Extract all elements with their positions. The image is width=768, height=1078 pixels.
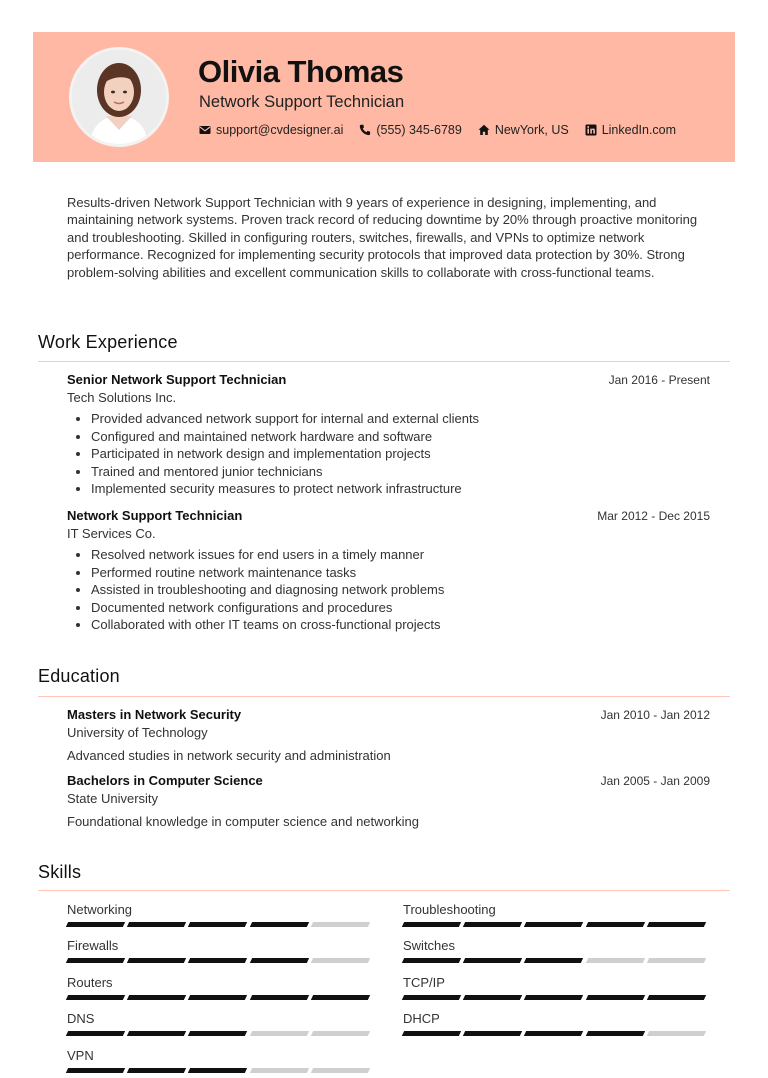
skill-segment-filled xyxy=(66,995,126,1000)
linkedin-icon xyxy=(585,124,597,136)
avatar xyxy=(69,47,169,147)
job-bullets xyxy=(67,410,710,498)
skill-name: Firewalls xyxy=(67,938,119,953)
skill-name: DNS xyxy=(67,1011,95,1026)
bullet-item: Documented network configurations and procedures xyxy=(67,599,710,617)
envelope-icon xyxy=(199,124,211,136)
skill-item xyxy=(403,938,709,963)
section-title-skills: Skills xyxy=(38,862,82,882)
skill-segment-filled xyxy=(402,995,462,1000)
skill-segment-filled xyxy=(524,922,584,927)
skill-rating xyxy=(67,1031,373,1036)
job-title: Senior Network Support Technician xyxy=(67,372,287,387)
home-icon xyxy=(478,124,490,136)
skill-item xyxy=(67,938,373,963)
skill-segment-filled xyxy=(524,958,584,963)
education-dates: Jan 2005 - Jan 2009 xyxy=(600,774,710,788)
skill-rating xyxy=(67,1068,373,1073)
skill-segment-empty xyxy=(311,1068,371,1073)
skill-rating xyxy=(403,1031,709,1036)
skill-segment-filled xyxy=(402,922,462,927)
section-divider xyxy=(38,361,730,362)
skill-segment-filled xyxy=(188,1031,248,1036)
candidate-title: Network Support Technician xyxy=(199,93,405,111)
skill-item xyxy=(403,902,709,927)
bullet-item: Implemented security measures to protect network infrastructure xyxy=(67,480,710,498)
skill-name: Routers xyxy=(67,975,113,990)
skill-segment-filled xyxy=(249,958,309,963)
skill-segment-filled xyxy=(647,922,707,927)
skill-segment-filled xyxy=(66,922,126,927)
skill-segment-filled xyxy=(524,995,584,1000)
skill-rating xyxy=(403,922,709,927)
skill-rating xyxy=(403,958,709,963)
skill-segment-filled xyxy=(463,922,523,927)
skill-item xyxy=(67,902,373,927)
email-text: support@cvdesigner.ai xyxy=(216,123,344,137)
bullet-item: Performed routine network maintenance tasks xyxy=(67,564,710,582)
skill-segment-filled xyxy=(463,958,523,963)
skill-rating xyxy=(67,958,373,963)
skill-name: Switches xyxy=(403,938,456,953)
contact-location xyxy=(478,123,569,137)
skill-segment-filled xyxy=(585,995,645,1000)
skill-item xyxy=(67,975,373,1000)
degree-title: Bachelors in Computer Science xyxy=(67,773,263,788)
skill-segment-filled xyxy=(585,922,645,927)
skill-segment-filled xyxy=(127,995,187,1000)
linkedin-text: LinkedIn.com xyxy=(601,123,677,137)
skill-name: TCP/IP xyxy=(403,975,445,990)
skill-segment-filled xyxy=(127,958,187,963)
education-dates: Jan 2010 - Jan 2012 xyxy=(600,708,710,722)
company-name: IT Services Co. xyxy=(67,526,156,541)
resume-header xyxy=(33,32,735,162)
skill-segment-empty xyxy=(311,1031,371,1036)
skill-segment-filled xyxy=(463,1031,523,1036)
phone-icon xyxy=(359,124,371,136)
skill-segment-filled xyxy=(127,922,187,927)
education-entry xyxy=(67,773,710,829)
skill-segment-empty xyxy=(647,1031,707,1036)
contact-phone[interactable] xyxy=(359,123,461,137)
bullet-item: Participated in network design and implementation projects xyxy=(67,445,710,463)
phone-text: (555) 345-6789 xyxy=(376,123,462,137)
education-description: Foundational knowledge in computer science and networking xyxy=(67,814,419,829)
skill-item xyxy=(67,1011,373,1036)
skill-rating xyxy=(403,995,709,1000)
skill-segment-empty xyxy=(647,958,707,963)
education-description: Advanced studies in network security and administration xyxy=(67,748,391,763)
skill-segment-filled xyxy=(402,958,462,963)
section-title-work: Work Experience xyxy=(38,332,178,352)
skill-segment-filled xyxy=(188,995,248,1000)
candidate-name: Olivia Thomas xyxy=(198,54,404,89)
skill-segment-filled xyxy=(66,1031,126,1036)
job-dates: Mar 2012 - Dec 2015 xyxy=(597,509,710,523)
job-dates: Jan 2016 - Present xyxy=(608,373,710,387)
school-name: State University xyxy=(67,791,159,806)
job-bullets xyxy=(67,546,710,634)
work-entry xyxy=(67,508,710,634)
work-entry xyxy=(67,372,710,498)
skill-segment-filled xyxy=(249,922,309,927)
section-divider xyxy=(38,890,730,891)
contact-email[interactable] xyxy=(199,123,343,137)
skill-name: Troubleshooting xyxy=(403,902,496,917)
bullet-item: Assisted in troubleshooting and diagnosing network problems xyxy=(67,581,710,599)
location-text: NewYork, US xyxy=(494,123,569,137)
education-entry xyxy=(67,707,710,763)
skill-segment-filled xyxy=(311,995,371,1000)
skill-rating xyxy=(67,922,373,927)
skill-segment-empty xyxy=(249,1031,309,1036)
profile-summary: Results-driven Network Support Technician with 9 years of experience in designing, implementing, and maintaining network systems. Proven track record of reducing downtime by 20% through proactive monitoring and troubleshooting. Skilled in configuring routers, switches, firewalls, and VPNs to optimize network performance. Recognized for implementing security protocols that improved data protection by 30%. Strong problem-solving abilities and excellent communication skills to collaborate with cross-functional teams. xyxy=(67,195,698,280)
skill-name: VPN xyxy=(67,1048,94,1063)
skill-segment-filled xyxy=(188,958,248,963)
skill-segment-empty xyxy=(249,1068,309,1073)
skill-segment-filled xyxy=(647,995,707,1000)
skill-item xyxy=(67,1048,373,1073)
skill-item xyxy=(403,975,709,1000)
skill-segment-filled xyxy=(585,1031,645,1036)
bullet-item: Provided advanced network support for internal and external clients xyxy=(67,410,710,428)
skill-segment-filled xyxy=(402,1031,462,1036)
skill-segment-filled xyxy=(463,995,523,1000)
contact-linkedin[interactable] xyxy=(585,123,676,137)
profile-photo xyxy=(72,50,166,144)
school-name: University of Technology xyxy=(67,725,208,740)
job-title: Network Support Technician xyxy=(67,508,243,523)
skill-segment-filled xyxy=(249,995,309,1000)
skill-rating xyxy=(67,995,373,1000)
skill-name: DHCP xyxy=(403,1011,440,1026)
skill-segment-filled xyxy=(524,1031,584,1036)
skill-segment-filled xyxy=(188,1068,248,1073)
skill-segment-filled xyxy=(66,958,126,963)
skill-segment-empty xyxy=(585,958,645,963)
skill-segment-filled xyxy=(188,922,248,927)
section-divider xyxy=(38,696,730,697)
skill-segment-filled xyxy=(127,1068,187,1073)
bullet-item: Resolved network issues for end users in a timely manner xyxy=(67,546,710,564)
skill-segment-filled xyxy=(127,1031,187,1036)
bullet-item: Configured and maintained network hardware and software xyxy=(67,428,710,446)
bullet-item: Trained and mentored junior technicians xyxy=(67,463,710,481)
skill-segment-filled xyxy=(66,1068,126,1073)
contact-list xyxy=(199,123,692,137)
company-name: Tech Solutions Inc. xyxy=(67,390,177,405)
section-title-education: Education xyxy=(38,666,120,686)
skill-segment-empty xyxy=(311,958,371,963)
skill-item xyxy=(403,1011,709,1036)
degree-title: Masters in Network Security xyxy=(67,707,242,722)
skill-segment-empty xyxy=(311,922,371,927)
skill-name: Networking xyxy=(67,902,133,917)
bullet-item: Collaborated with other IT teams on cross-functional projects xyxy=(67,616,710,634)
